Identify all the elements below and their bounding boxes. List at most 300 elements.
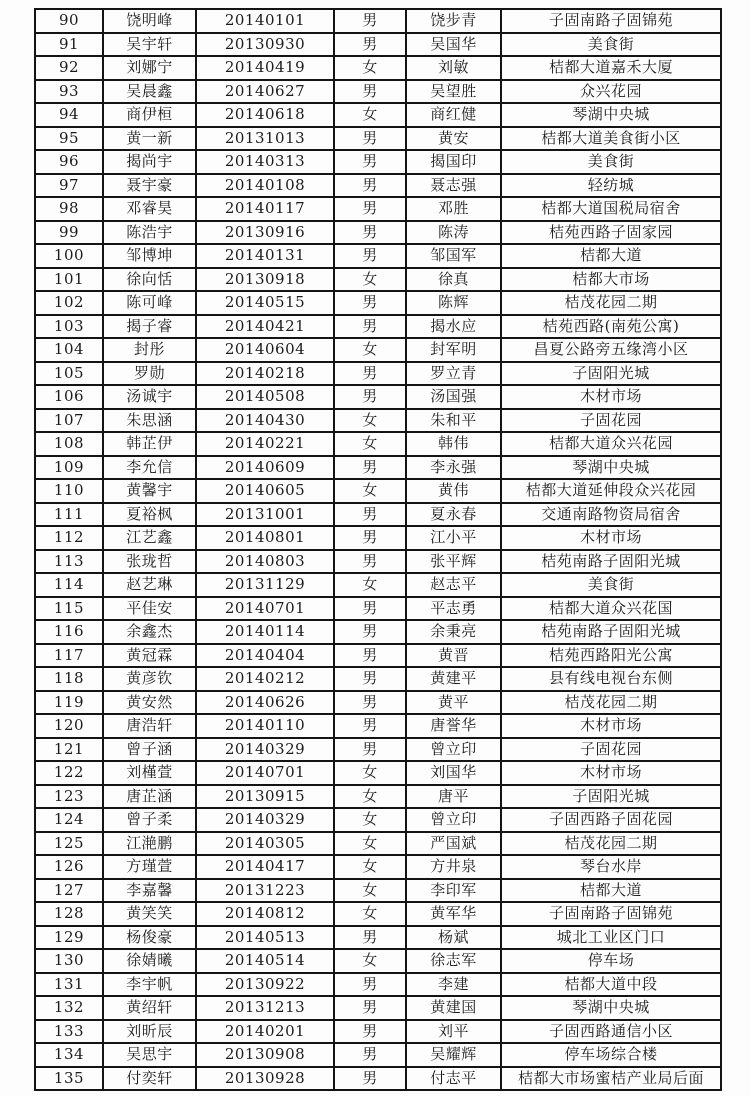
child-name-cell: 方瑾萱 [103, 855, 196, 879]
table-row [35, 949, 721, 973]
birth-date-cell: 20140305 [196, 832, 334, 856]
child-name-cell: 饶明峰 [103, 9, 196, 33]
row-number-cell: 118 [35, 667, 103, 691]
gender-cell: 男 [334, 996, 406, 1020]
table-row [35, 808, 721, 832]
birth-date-cell: 20140117 [196, 197, 334, 221]
table-row [35, 644, 721, 668]
gender-cell: 女 [334, 479, 406, 503]
table-row [35, 855, 721, 879]
row-number-cell: 133 [35, 1020, 103, 1044]
table-row [35, 127, 721, 151]
row-number-cell: 109 [35, 456, 103, 480]
address-cell: 桔苑南路子固阳光城 [501, 550, 721, 574]
row-number-cell: 134 [35, 1043, 103, 1067]
address-cell: 子固西路子固花园 [501, 808, 721, 832]
guardian-name-cell: 商红健 [406, 103, 501, 127]
guardian-name-cell: 黄晋 [406, 644, 501, 668]
row-number-cell: 90 [35, 9, 103, 33]
child-name-cell: 徐婧曦 [103, 949, 196, 973]
row-number-cell: 101 [35, 268, 103, 292]
guardian-name-cell: 韩伟 [406, 432, 501, 456]
table-row [35, 432, 721, 456]
row-number-cell: 123 [35, 785, 103, 809]
birth-date-cell: 20130918 [196, 268, 334, 292]
child-name-cell: 赵艺琳 [103, 573, 196, 597]
address-cell: 桔茂花园二期 [501, 832, 721, 856]
gender-cell: 男 [334, 714, 406, 738]
guardian-name-cell: 余秉亮 [406, 620, 501, 644]
child-name-cell: 张珑哲 [103, 550, 196, 574]
address-cell: 子固阳光城 [501, 362, 721, 386]
birth-date-cell: 20140514 [196, 949, 334, 973]
guardian-name-cell: 黄平 [406, 691, 501, 715]
table-row [35, 973, 721, 997]
gender-cell: 男 [334, 291, 406, 315]
child-name-cell: 吴晨鑫 [103, 80, 196, 104]
address-cell: 桔都大道 [501, 244, 721, 268]
address-cell: 美食街 [501, 150, 721, 174]
table-row [35, 56, 721, 80]
address-cell: 木材市场 [501, 761, 721, 785]
row-number-cell: 93 [35, 80, 103, 104]
guardian-name-cell: 揭水应 [406, 315, 501, 339]
address-cell: 子固南路子固锦苑 [501, 902, 721, 926]
child-name-cell: 吴思宇 [103, 1043, 196, 1067]
address-cell: 桔茂花园二期 [501, 691, 721, 715]
birth-date-cell: 20130922 [196, 973, 334, 997]
gender-cell: 男 [334, 385, 406, 409]
student-records-table-body [35, 9, 721, 1090]
child-name-cell: 曾子涵 [103, 738, 196, 762]
guardian-name-cell: 邹国军 [406, 244, 501, 268]
birth-date-cell: 20140201 [196, 1020, 334, 1044]
row-number-cell: 96 [35, 150, 103, 174]
table-row [35, 385, 721, 409]
birth-date-cell: 20140329 [196, 738, 334, 762]
address-cell: 停车场综合楼 [501, 1043, 721, 1067]
guardian-name-cell: 揭国印 [406, 150, 501, 174]
gender-cell: 女 [334, 56, 406, 80]
address-cell: 木材市场 [501, 526, 721, 550]
birth-date-cell: 20140212 [196, 667, 334, 691]
child-name-cell: 陈浩宇 [103, 221, 196, 245]
birth-date-cell: 20140313 [196, 150, 334, 174]
birth-date-cell: 20140110 [196, 714, 334, 738]
child-name-cell: 付奕轩 [103, 1067, 196, 1091]
address-cell: 桔苑西路阳光公寓 [501, 644, 721, 668]
gender-cell: 男 [334, 1043, 406, 1067]
birth-date-cell: 20140701 [196, 597, 334, 621]
guardian-name-cell: 方井泉 [406, 855, 501, 879]
guardian-name-cell: 杨斌 [406, 926, 501, 950]
gender-cell: 女 [334, 409, 406, 433]
guardian-name-cell: 李建 [406, 973, 501, 997]
table-row [35, 926, 721, 950]
guardian-name-cell: 聂志强 [406, 174, 501, 198]
row-number-cell: 103 [35, 315, 103, 339]
address-cell: 子固花园 [501, 738, 721, 762]
row-number-cell: 128 [35, 902, 103, 926]
gender-cell: 男 [334, 174, 406, 198]
gender-cell: 男 [334, 1067, 406, 1091]
birth-date-cell: 20140701 [196, 761, 334, 785]
birth-date-cell: 20140508 [196, 385, 334, 409]
address-cell: 琴湖中央城 [501, 103, 721, 127]
child-name-cell: 邓睿昊 [103, 197, 196, 221]
row-number-cell: 112 [35, 526, 103, 550]
child-name-cell: 唐浩轩 [103, 714, 196, 738]
gender-cell: 男 [334, 33, 406, 57]
child-name-cell: 黄笑笑 [103, 902, 196, 926]
guardian-name-cell: 吴国华 [406, 33, 501, 57]
gender-cell: 男 [334, 503, 406, 527]
birth-date-cell: 20140604 [196, 338, 334, 362]
address-cell: 子固花园 [501, 409, 721, 433]
table-row [35, 761, 721, 785]
row-number-cell: 95 [35, 127, 103, 151]
row-number-cell: 135 [35, 1067, 103, 1091]
birth-date-cell: 20140430 [196, 409, 334, 433]
address-cell: 桔苑西路子固家园 [501, 221, 721, 245]
guardian-name-cell: 黄伟 [406, 479, 501, 503]
gender-cell: 女 [334, 268, 406, 292]
guardian-name-cell: 陈涛 [406, 221, 501, 245]
table-row [35, 456, 721, 480]
child-name-cell: 刘槿萱 [103, 761, 196, 785]
table-row [35, 738, 721, 762]
address-cell: 桔都大道延伸段众兴花园 [501, 479, 721, 503]
birth-date-cell: 20131001 [196, 503, 334, 527]
child-name-cell: 黄一新 [103, 127, 196, 151]
row-number-cell: 122 [35, 761, 103, 785]
birth-date-cell: 20140101 [196, 9, 334, 33]
row-number-cell: 125 [35, 832, 103, 856]
row-number-cell: 94 [35, 103, 103, 127]
address-cell: 桔都大道众兴花园 [501, 432, 721, 456]
row-number-cell: 131 [35, 973, 103, 997]
birth-date-cell: 20140515 [196, 291, 334, 315]
guardian-name-cell: 封军明 [406, 338, 501, 362]
table-row [35, 785, 721, 809]
table-row [35, 620, 721, 644]
child-name-cell: 李嘉馨 [103, 879, 196, 903]
gender-cell: 男 [334, 738, 406, 762]
guardian-name-cell: 唐平 [406, 785, 501, 809]
child-name-cell: 徐向恬 [103, 268, 196, 292]
table-row [35, 80, 721, 104]
address-cell: 众兴花园 [501, 80, 721, 104]
birth-date-cell: 20130916 [196, 221, 334, 245]
child-name-cell: 封彤 [103, 338, 196, 362]
gender-cell: 女 [334, 432, 406, 456]
row-number-cell: 107 [35, 409, 103, 433]
row-number-cell: 92 [35, 56, 103, 80]
birth-date-cell: 20140605 [196, 479, 334, 503]
birth-date-cell: 20130928 [196, 1067, 334, 1091]
birth-date-cell: 20140329 [196, 808, 334, 832]
gender-cell: 女 [334, 573, 406, 597]
guardian-name-cell: 江小平 [406, 526, 501, 550]
guardian-name-cell: 付志平 [406, 1067, 501, 1091]
guardian-name-cell: 张平辉 [406, 550, 501, 574]
gender-cell: 男 [334, 197, 406, 221]
guardian-name-cell: 朱和平 [406, 409, 501, 433]
guardian-name-cell: 曾立印 [406, 808, 501, 832]
address-cell: 桔都大市场蜜桔产业局后面 [501, 1067, 721, 1091]
guardian-name-cell: 夏永春 [406, 503, 501, 527]
guardian-name-cell: 刘平 [406, 1020, 501, 1044]
table-row [35, 550, 721, 574]
table-row [35, 479, 721, 503]
guardian-name-cell: 吴耀辉 [406, 1043, 501, 1067]
guardian-name-cell: 罗立青 [406, 362, 501, 386]
table-row [35, 1067, 721, 1091]
guardian-name-cell: 严国斌 [406, 832, 501, 856]
address-cell: 桔都大道中段 [501, 973, 721, 997]
row-number-cell: 116 [35, 620, 103, 644]
child-name-cell: 李允信 [103, 456, 196, 480]
guardian-name-cell: 唐誉华 [406, 714, 501, 738]
birth-date-cell: 20140221 [196, 432, 334, 456]
guardian-name-cell: 刘国华 [406, 761, 501, 785]
row-number-cell: 111 [35, 503, 103, 527]
gender-cell: 男 [334, 127, 406, 151]
address-cell: 桔都大道嘉禾大厦 [501, 56, 721, 80]
guardian-name-cell: 黄安 [406, 127, 501, 151]
guardian-name-cell: 邓胜 [406, 197, 501, 221]
row-number-cell: 117 [35, 644, 103, 668]
address-cell: 木材市场 [501, 714, 721, 738]
table-row [35, 103, 721, 127]
table-row [35, 832, 721, 856]
gender-cell: 女 [334, 949, 406, 973]
birth-date-cell: 20140618 [196, 103, 334, 127]
guardian-name-cell: 吴望胜 [406, 80, 501, 104]
birth-date-cell: 20131129 [196, 573, 334, 597]
child-name-cell: 黄安然 [103, 691, 196, 715]
gender-cell: 男 [334, 526, 406, 550]
gender-cell: 女 [334, 879, 406, 903]
child-name-cell: 黄冠霖 [103, 644, 196, 668]
table-row [35, 667, 721, 691]
table-row [35, 503, 721, 527]
birth-date-cell: 20131223 [196, 879, 334, 903]
child-name-cell: 罗勋 [103, 362, 196, 386]
gender-cell: 男 [334, 644, 406, 668]
table-row [35, 996, 721, 1020]
gender-cell: 女 [334, 103, 406, 127]
gender-cell: 男 [334, 973, 406, 997]
table-row [35, 526, 721, 550]
address-cell: 子固南路子固锦苑 [501, 9, 721, 33]
birth-date-cell: 20140609 [196, 456, 334, 480]
address-cell: 子固西路通信小区 [501, 1020, 721, 1044]
birth-date-cell: 20140108 [196, 174, 334, 198]
address-cell: 桔都大道国税局宿舍 [501, 197, 721, 221]
address-cell: 美食街 [501, 573, 721, 597]
child-name-cell: 揭子睿 [103, 315, 196, 339]
child-name-cell: 余鑫杰 [103, 620, 196, 644]
address-cell: 琴湖中央城 [501, 456, 721, 480]
guardian-name-cell: 曾立印 [406, 738, 501, 762]
row-number-cell: 129 [35, 926, 103, 950]
birth-date-cell: 20140419 [196, 56, 334, 80]
gender-cell: 男 [334, 620, 406, 644]
table-row [35, 362, 721, 386]
table-row [35, 221, 721, 245]
birth-date-cell: 20140417 [196, 855, 334, 879]
guardian-name-cell: 刘敏 [406, 56, 501, 80]
child-name-cell: 揭尚宇 [103, 150, 196, 174]
address-cell: 县有线电视台东侧 [501, 667, 721, 691]
table-row [35, 197, 721, 221]
row-number-cell: 130 [35, 949, 103, 973]
address-cell: 琴湖中央城 [501, 996, 721, 1020]
child-name-cell: 江滟鹏 [103, 832, 196, 856]
birth-date-cell: 20140131 [196, 244, 334, 268]
gender-cell: 男 [334, 667, 406, 691]
table-row [35, 9, 721, 33]
address-cell: 琴台水岸 [501, 855, 721, 879]
gender-cell: 男 [334, 926, 406, 950]
table-row [35, 174, 721, 198]
row-number-cell: 132 [35, 996, 103, 1020]
row-number-cell: 106 [35, 385, 103, 409]
row-number-cell: 119 [35, 691, 103, 715]
table-row [35, 338, 721, 362]
gender-cell: 女 [334, 338, 406, 362]
row-number-cell: 100 [35, 244, 103, 268]
row-number-cell: 115 [35, 597, 103, 621]
table-row [35, 33, 721, 57]
row-number-cell: 127 [35, 879, 103, 903]
row-number-cell: 91 [35, 33, 103, 57]
birth-date-cell: 20131013 [196, 127, 334, 151]
table-row [35, 879, 721, 903]
row-number-cell: 108 [35, 432, 103, 456]
row-number-cell: 99 [35, 221, 103, 245]
gender-cell: 女 [334, 785, 406, 809]
child-name-cell: 陈可峰 [103, 291, 196, 315]
child-name-cell: 黄馨宇 [103, 479, 196, 503]
child-name-cell: 唐芷涵 [103, 785, 196, 809]
gender-cell: 男 [334, 1020, 406, 1044]
address-cell: 木材市场 [501, 385, 721, 409]
gender-cell: 男 [334, 244, 406, 268]
row-number-cell: 98 [35, 197, 103, 221]
gender-cell: 男 [334, 9, 406, 33]
birth-date-cell: 20130930 [196, 33, 334, 57]
table-row [35, 244, 721, 268]
address-cell: 桔苑西路(南苑公寓) [501, 315, 721, 339]
address-cell: 桔苑南路子固阳光城 [501, 620, 721, 644]
row-number-cell: 121 [35, 738, 103, 762]
child-name-cell: 江艺鑫 [103, 526, 196, 550]
guardian-name-cell: 汤国强 [406, 385, 501, 409]
row-number-cell: 105 [35, 362, 103, 386]
child-name-cell: 朱思涵 [103, 409, 196, 433]
gender-cell: 女 [334, 761, 406, 785]
child-name-cell: 黄彦钦 [103, 667, 196, 691]
child-name-cell: 夏裕枫 [103, 503, 196, 527]
address-cell: 昌夏公路旁五缘湾小区 [501, 338, 721, 362]
gender-cell: 男 [334, 315, 406, 339]
table-row [35, 573, 721, 597]
gender-cell: 女 [334, 902, 406, 926]
birth-date-cell: 20130908 [196, 1043, 334, 1067]
row-number-cell: 110 [35, 479, 103, 503]
child-name-cell: 平佳安 [103, 597, 196, 621]
birth-date-cell: 20130915 [196, 785, 334, 809]
guardian-name-cell: 李印军 [406, 879, 501, 903]
guardian-name-cell: 黄建国 [406, 996, 501, 1020]
table-row [35, 409, 721, 433]
birth-date-cell: 20140627 [196, 80, 334, 104]
birth-date-cell: 20131213 [196, 996, 334, 1020]
row-number-cell: 124 [35, 808, 103, 832]
table-row [35, 291, 721, 315]
child-name-cell: 黄绍轩 [103, 996, 196, 1020]
birth-date-cell: 20140803 [196, 550, 334, 574]
table-row [35, 315, 721, 339]
child-name-cell: 汤诚宇 [103, 385, 196, 409]
gender-cell: 男 [334, 362, 406, 386]
child-name-cell: 吴宇轩 [103, 33, 196, 57]
row-number-cell: 114 [35, 573, 103, 597]
birth-date-cell: 20140513 [196, 926, 334, 950]
birth-date-cell: 20140421 [196, 315, 334, 339]
child-name-cell: 聂宇豪 [103, 174, 196, 198]
child-name-cell: 曾子柔 [103, 808, 196, 832]
gender-cell: 男 [334, 550, 406, 574]
table-row [35, 902, 721, 926]
address-cell: 桔茂花园二期 [501, 291, 721, 315]
guardian-name-cell: 李永强 [406, 456, 501, 480]
row-number-cell: 104 [35, 338, 103, 362]
gender-cell: 女 [334, 832, 406, 856]
child-name-cell: 商伊桓 [103, 103, 196, 127]
gender-cell: 男 [334, 456, 406, 480]
student-records-table [34, 8, 722, 1091]
child-name-cell: 刘娜宁 [103, 56, 196, 80]
gender-cell: 女 [334, 855, 406, 879]
table-row [35, 268, 721, 292]
child-name-cell: 杨俊豪 [103, 926, 196, 950]
table-row [35, 714, 721, 738]
guardian-name-cell: 黄军华 [406, 902, 501, 926]
row-number-cell: 113 [35, 550, 103, 574]
gender-cell: 男 [334, 597, 406, 621]
birth-date-cell: 20140812 [196, 902, 334, 926]
guardian-name-cell: 陈辉 [406, 291, 501, 315]
birth-date-cell: 20140218 [196, 362, 334, 386]
address-cell: 轻纺城 [501, 174, 721, 198]
child-name-cell: 刘昕辰 [103, 1020, 196, 1044]
table-row [35, 150, 721, 174]
guardian-name-cell: 徐真 [406, 268, 501, 292]
guardian-name-cell: 徐志军 [406, 949, 501, 973]
child-name-cell: 邹博坤 [103, 244, 196, 268]
gender-cell: 女 [334, 808, 406, 832]
guardian-name-cell: 饶步青 [406, 9, 501, 33]
address-cell: 桔都大道美食街小区 [501, 127, 721, 151]
gender-cell: 男 [334, 691, 406, 715]
gender-cell: 男 [334, 80, 406, 104]
guardian-name-cell: 黄建平 [406, 667, 501, 691]
child-name-cell: 韩芷伊 [103, 432, 196, 456]
address-cell: 桔都大道 [501, 879, 721, 903]
